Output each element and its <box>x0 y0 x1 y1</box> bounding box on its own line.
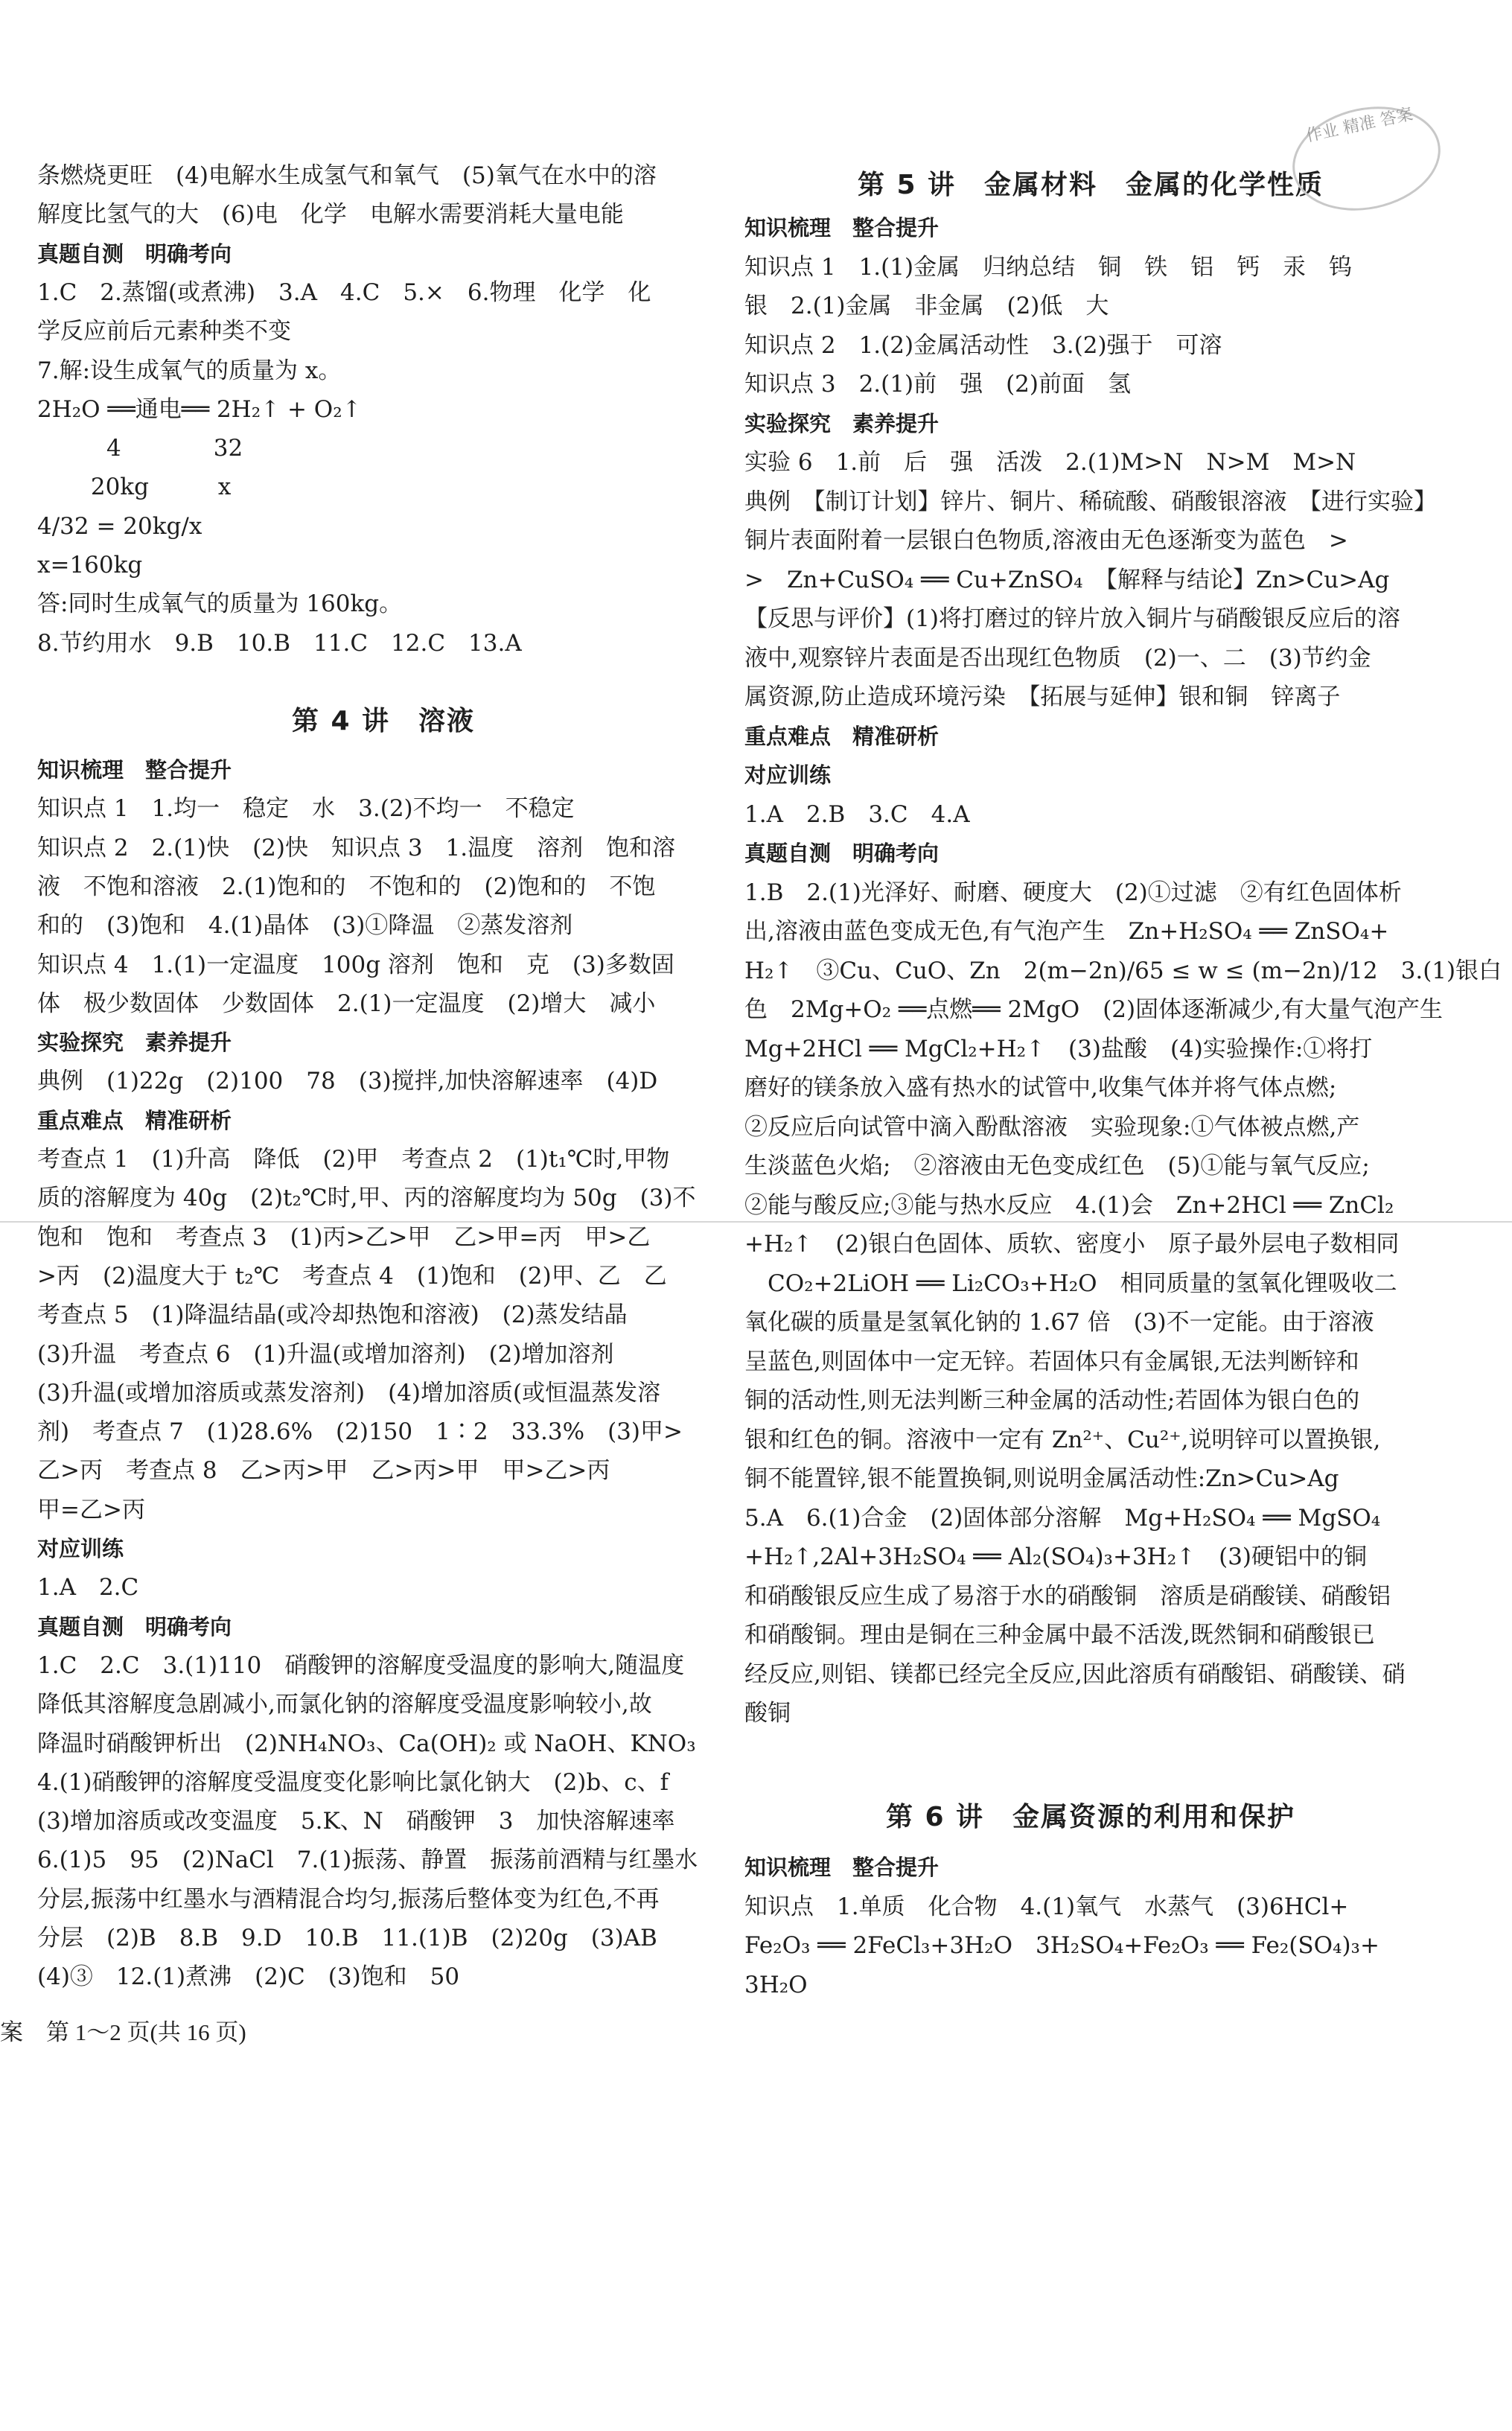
answer-line: 知识点 1 1.均一 稳定 水 3.(2)不均一 不稳定 <box>37 795 575 823</box>
answer-line: 1.A 2.B 3.C 4.A <box>744 800 970 828</box>
answer-line: 知识点 2 2.(1)快 (2)快 知识点 3 1.温度 溶剂 饱和溶 <box>37 834 676 861</box>
section-heading: 重点难点 精准研析 <box>744 723 940 749</box>
answer-line: 5.A 6.(1)合金 (2)固体部分溶解 Mg+H₂SO₄ ══ MgSO₄ <box>744 1504 1381 1532</box>
lecture-5-title: 第 5 讲 金属材料 金属的化学性质 <box>857 170 1324 200</box>
answer-line: 考查点 1 (1)升高 降低 (2)甲 考查点 2 (1)t₁℃时,甲物 <box>37 1146 670 1173</box>
section-heading: 真题自测 明确考向 <box>37 1613 232 1640</box>
answer-line: 液 不饱和溶液 2.(1)饱和的 不饱和的 (2)饱和的 不饱 <box>37 873 656 900</box>
answer-line: 4/32 = 20kg/x <box>37 512 202 540</box>
answer-line: 出,溶液由蓝色变成无色,有气泡产生 Zn+H₂SO₄ ══ ZnSO₄+ <box>744 918 1389 945</box>
answer-line: (3)升温(或增加溶质或蒸发溶剂) (4)增加溶质(或恒温蒸发溶 <box>37 1379 661 1406</box>
answer-line: 质的溶解度为 40g (2)t₂℃时,甲、丙的溶解度均为 50g (3)不 <box>37 1185 696 1212</box>
section-heading: 对应训练 <box>37 1536 124 1561</box>
answer-line: 经反应,则铝、镁都已经完全反应,因此溶质有硝酸铝、硝酸镁、硝 <box>744 1660 1406 1688</box>
answer-line: 磨好的镁条放入盛有热水的试管中,收集气体并将气体点燃; <box>744 1074 1337 1101</box>
answer-line: 条燃烧更旺 (4)电解水生成氢气和氧气 (5)氧气在水中的溶 <box>37 162 657 189</box>
answer-line: 属资源,防止造成环境污染 【拓展与延伸】银和铜 锌离子 <box>744 684 1341 710</box>
answer-line: 7.解:设生成氧气的质量为 x。 <box>37 357 342 384</box>
answer-line: 铜片表面附着一层银白色物质,溶液由无色逐渐变为蓝色 > <box>744 527 1348 554</box>
answer-line: 知识点 2 1.(2)金属活动性 3.(2)强于 可溶 <box>744 331 1222 359</box>
lecture-6-title: 第 6 讲 金属资源的利用和保护 <box>885 1802 1296 1832</box>
answer-line: (3)增加溶质或改变温度 5.K、N 硝酸钾 3 加快溶解速率 <box>37 1808 675 1835</box>
answer-line: 知识点 1.单质 化合物 4.(1)氧气 水蒸气 (3)6HCl+ <box>744 1893 1349 1920</box>
section-heading: 重点难点 精准研析 <box>37 1107 232 1133</box>
page-footer: 案 第 1～2 页(共 16 页) <box>0 2019 246 2045</box>
answer-line: 体 极少数固体 少数固体 2.(1)一定温度 (2)增大 减小 <box>37 990 656 1017</box>
answer-line: 知识点 1 1.(1)金属 归纳总结 铜 铁 铝 钙 汞 钨 <box>744 253 1353 281</box>
answer-line: 酸铜 <box>744 1700 791 1727</box>
answer-line: 知识点 4 1.(1)一定温度 100g 溶剂 饱和 克 (3)多数固 <box>37 951 674 978</box>
answer-stamp: 作业 精准 答案 <box>1283 94 1450 224</box>
section-heading: 知识梳理 整合提升 <box>744 215 940 240</box>
answer-line: 饱和 饱和 考查点 3 (1)丙>乙>甲 乙>甲=丙 甲>乙 <box>37 1223 651 1251</box>
answer-line: 答:同时生成氧气的质量为 160kg。 <box>37 590 403 618</box>
answer-line: 典例 【制订计划】锌片、铜片、稀硫酸、硝酸银溶液 【进行实验】 <box>744 488 1437 515</box>
answer-line: 生淡蓝色火焰; ②溶液由无色变成红色 (5)①能与氧气反应; <box>744 1153 1370 1179</box>
answer-line: >丙 (2)温度大于 t₂℃ 考查点 4 (1)饱和 (2)甲、乙 乙 <box>37 1262 667 1290</box>
answer-line: 4.(1)硝酸钾的溶解度受温度变化影响比氯化钠大 (2)b、c、f <box>37 1768 669 1796</box>
answer-line: 3H₂O <box>744 1971 808 1998</box>
answer-line: 1.B 2.(1)光泽好、耐磨、硬度大 (2)①过滤 ②有红色固体析 <box>744 879 1402 906</box>
answer-line: 6.(1)5 95 (2)NaCl 7.(1)振荡、静置 振荡前酒精与红墨水 <box>37 1847 698 1874</box>
answer-line: 考查点 5 (1)降温结晶(或冷却热饱和溶液) (2)蒸发结晶 <box>37 1301 628 1329</box>
answer-line: 降低其溶解度急剧减小,而氯化钠的溶解度受温度影响较小,故 <box>37 1691 652 1718</box>
answer-line: 铜不能置锌,银不能置换铜,则说明金属活动性:Zn>Cu>Ag <box>744 1465 1339 1492</box>
section-heading: 知识梳理 整合提升 <box>744 1855 940 1880</box>
answer-line: 色 2Mg+O₂ ══点燃══ 2MgO (2)固体逐渐减少,有大量气泡产生 <box>744 996 1443 1023</box>
answer-line: +H₂↑,2Al+3H₂SO₄ ══ Al₂(SO₄)₃+3H₂↑ (3)硬铝中的铜 <box>744 1543 1368 1570</box>
answer-line: 20kg x <box>37 474 232 501</box>
answer-line: 甲=乙>丙 <box>37 1496 145 1523</box>
answer-line: 4 32 <box>37 435 243 462</box>
answer-line: 乙>丙 考查点 8 乙>丙>甲 乙>丙>甲 甲>乙>丙 <box>37 1457 610 1485</box>
answer-line: 典例 (1)22g (2)100 78 (3)搅拌,加快溶解速率 (4)D <box>37 1068 658 1095</box>
answer-line: (3)升温 考查点 6 (1)升温(或增加溶剂) (2)增加溶剂 <box>37 1340 614 1368</box>
answer-line: 分层,振荡中红墨水与酒精混合均匀,振荡后整体变为红色,不再 <box>37 1885 660 1913</box>
answer-line: x=160kg <box>37 552 143 579</box>
section-heading: 实验探究 素养提升 <box>744 410 940 436</box>
section-heading: 实验探究 素养提升 <box>37 1030 232 1056</box>
answer-line: 实验 6 1.前 后 强 活泼 2.(1)M>N N>M M>N <box>744 449 1356 476</box>
answer-line: CO₂+2LiOH ══ Li₂CO₃+H₂O 相同质量的氢氧化锂吸收二 <box>744 1269 1397 1297</box>
answer-line: Fe₂O₃ ══ 2FeCl₃+3H₂O 3H₂SO₄+Fe₂O₃ ══ Fe₂(SO₄)₃+ <box>744 1932 1379 1959</box>
answer-line: ②反应后向试管中滴入酚酞溶液 实验现象:①气体被点燃,产 <box>744 1113 1360 1141</box>
section-heading: 真题自测 明确考向 <box>744 841 940 866</box>
answer-line: 银和红色的铜。溶液中一定有 Zn²⁺、Cu²⁺,说明锌可以置换银, <box>744 1426 1381 1453</box>
section-heading: 真题自测 明确考向 <box>37 240 232 267</box>
answer-line: 液中,观察锌片表面是否出现红色物质 (2)一、二 (3)节约金 <box>744 644 1371 672</box>
answer-line: H₂↑ ③Cu、CuO、Zn 2(m−2n)/65 ≤ w ≤ (m−2n)/12 3.(1)银白 <box>744 957 1502 984</box>
answer-line: 铜的活动性,则无法判断三种金属的活动性;若固体为银白色的 <box>744 1387 1360 1414</box>
answer-line: 知识点 3 2.(1)前 强 (2)前面 氢 <box>744 371 1131 398</box>
answer-line: 分层 (2)B 8.B 9.D 10.B 11.(1)B (2)20g (3)AB <box>37 1925 657 1952</box>
answer-line: Mg+2HCl ══ MgCl₂+H₂↑ (3)盐酸 (4)实验操作:①将打 <box>744 1035 1373 1062</box>
answer-line: 和硝酸铜。理由是铜在三种金属中最不活泼,既然铜和硝酸银已 <box>744 1622 1375 1648</box>
section-heading: 对应训练 <box>744 762 832 788</box>
answer-line: 解度比氢气的大 (6)电 化学 电解水需要消耗大量电能 <box>37 201 624 229</box>
answer-line: 剂) 考查点 7 (1)28.6% (2)150 1∶2 33.3% (3)甲> <box>37 1418 683 1446</box>
answer-line: 氧化碳的质量是氢氧化钠的 1.67 倍 (3)不一定能。由于溶液 <box>744 1309 1374 1336</box>
answer-line: 和硝酸银反应生成了易溶于水的硝酸铜 溶质是硝酸镁、硝酸铝 <box>744 1582 1391 1610</box>
answer-line: 1.C 2.蒸馏(或煮沸) 3.A 4.C 5.× 6.物理 化学 化 <box>37 278 651 306</box>
answer-line: 和的 (3)饱和 4.(1)晶体 (3)①降温 ②蒸发溶剂 <box>37 912 573 940</box>
answer-line: 1.C 2.C 3.(1)110 硝酸钾的溶解度受温度的影响大,随温度 <box>37 1651 685 1679</box>
answer-line: 1.A 2.C <box>37 1574 139 1602</box>
answer-line: 8.节约用水 9.B 10.B 11.C 12.C 13.A <box>37 629 522 657</box>
answer-line: 2H₂O ══通电══ 2H₂↑ + O₂↑ <box>37 395 362 423</box>
answer-line: 学反应前后元素种类不变 <box>37 318 291 345</box>
answer-line: (4)③ 12.(1)煮沸 (2)C (3)饱和 50 <box>37 1963 460 1991</box>
lecture-4-title: 第 4 讲 溶液 <box>291 706 476 736</box>
answer-line: 银 2.(1)金属 非金属 (2)低 大 <box>744 293 1109 319</box>
answer-line: +H₂↑ (2)银白色固体、质软、密度小 原子最外层电子数相同 <box>744 1231 1400 1258</box>
section-heading: 知识梳理 整合提升 <box>37 757 232 783</box>
answer-line: > Zn+CuSO₄ ══ Cu+ZnSO₄ 【解释与结论】Zn>Cu>Ag <box>744 566 1390 593</box>
answer-line: 降温时硝酸钾析出 (2)NH₄NO₃、Ca(OH)₂ 或 NaOH、KNO₃ <box>37 1730 696 1757</box>
answer-line: ②能与酸反应;③能与热水反应 4.(1)会 Zn+2HCl ══ ZnCl₂ <box>744 1191 1394 1219</box>
answer-line: 【反思与评价】(1)将打磨过的锌片放入铜片与硝酸银反应后的溶 <box>744 605 1400 632</box>
answer-line: 呈蓝色,则固体中一定无锌。若固体只有金属银,无法判断锌和 <box>744 1348 1359 1375</box>
